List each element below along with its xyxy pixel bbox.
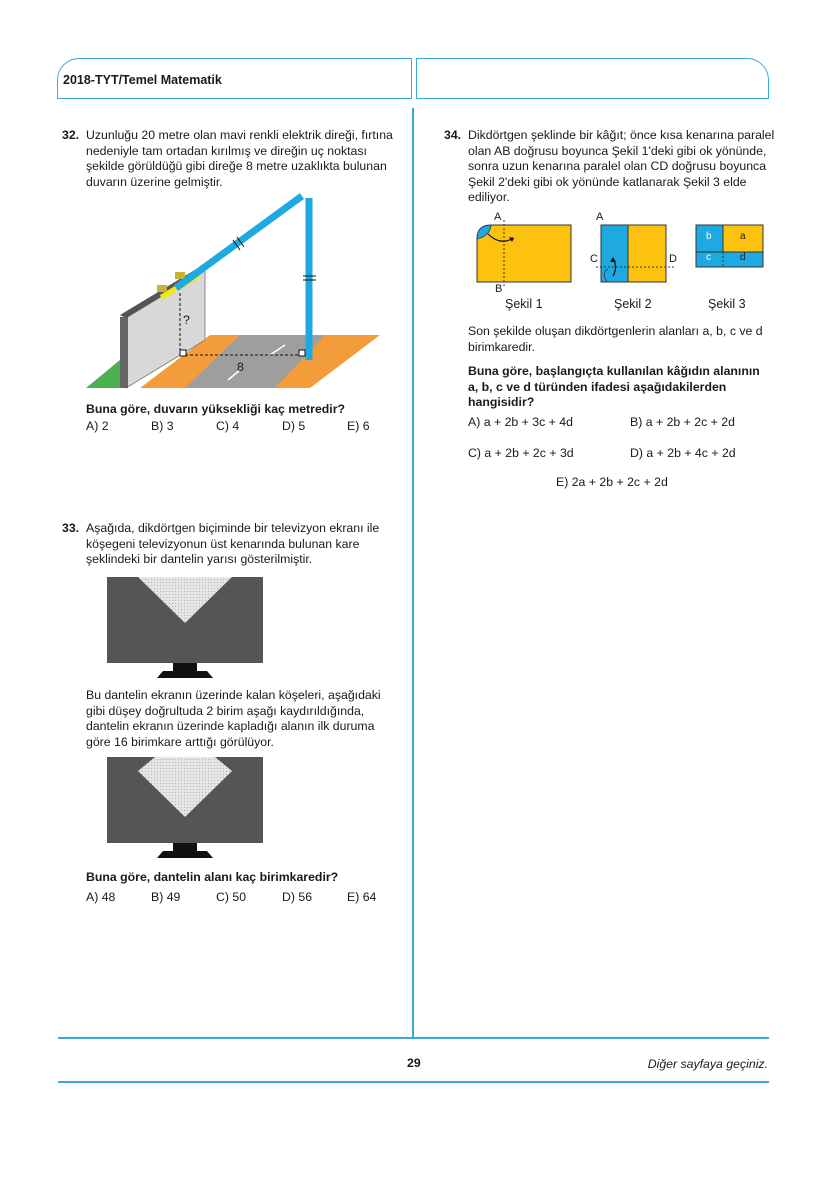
option-a[interactable]: A) 48 — [86, 890, 116, 904]
text-line: duvarın üzerine gelmiştir. — [86, 174, 223, 189]
option-e[interactable]: E) 64 — [347, 890, 377, 904]
page-number: 29 — [407, 1056, 421, 1070]
text-line: birimkaredir. — [468, 339, 535, 354]
figure-label-3: Şekil 3 — [708, 297, 746, 311]
region-b: b — [706, 231, 712, 242]
text-line: Son şekilde oluşan dikdörtgenlerin alanları a, b, c ve d — [468, 324, 763, 338]
q34-question — [468, 364, 760, 411]
text-line: a, b, c ve d türünden ifadesi aşağıdakilerden — [468, 379, 727, 394]
unknown-height-label: ? — [183, 313, 190, 327]
option-b[interactable]: B) 3 — [151, 419, 174, 433]
region-d: d — [740, 252, 746, 263]
question-number: 33. — [62, 521, 80, 535]
option-a[interactable]: A) 2 — [86, 419, 109, 433]
text-line: sonra uzun kenarına paralel olan CD doğrusu boyunca — [468, 159, 767, 174]
next-page-note: Diğer sayfaya geçiniz. — [647, 1057, 768, 1071]
option-c[interactable]: C) 50 — [216, 890, 247, 904]
text-line: Buna göre, başlangıçta kullanılan kâğıdın alanının — [468, 364, 760, 378]
q34-text-2 — [468, 324, 763, 355]
point-a-label-2: A — [596, 211, 604, 223]
text-line: Şekil 2'deki gibi ok yönünde katlanarak Şekil 3 elde — [468, 174, 747, 189]
text-line: dantelin ekranın üzerinde kapladığı alanın ilk duruma — [86, 719, 375, 734]
text-line: Aşağıda, dikdörtgen biçiminde bir televizyon ekranı ile — [86, 521, 380, 535]
text-line: ediliyor. — [468, 190, 510, 205]
point-b-label: B — [495, 283, 503, 295]
q32-question: Buna göre, duvarın yüksekliği kaç metredir? — [86, 402, 346, 416]
option-b[interactable]: B) 49 — [151, 890, 181, 904]
option-c[interactable]: C) 4 — [216, 419, 240, 433]
tv-figure-shifted — [105, 755, 267, 860]
figure-label-1: Şekil 1 — [505, 297, 543, 311]
text-line: Uzunluğu 20 metre olan mavi renkli elektrik direği, fırtına — [86, 128, 393, 142]
text-line: göre 16 birimkare arttığı görülüyor. — [86, 734, 274, 749]
text-line: şeklindeki bir dantelin yarısı gösterilmiştir. — [86, 552, 313, 567]
tv-figure-initial — [105, 575, 267, 680]
point-c-label: C — [590, 253, 598, 265]
option-d[interactable]: D) 5 — [282, 419, 306, 433]
q32-text — [86, 128, 393, 190]
header-right-box — [416, 58, 769, 99]
option-d[interactable]: D) 56 — [282, 890, 313, 904]
option-b[interactable]: B) a + 2b + 2c + 2d — [630, 415, 735, 429]
option-c[interactable]: C) a + 2b + 2c + 3d — [468, 446, 574, 460]
region-a: a — [740, 231, 746, 242]
point-d-label: D — [669, 253, 677, 265]
option-a[interactable]: A) a + 2b + 3c + 4d — [468, 415, 573, 429]
q34-figures — [470, 220, 770, 290]
figure-label-2: Şekil 2 — [614, 297, 652, 311]
region-c: c — [706, 252, 711, 263]
q33-text-2 — [86, 688, 381, 750]
option-e[interactable]: E) 6 — [347, 419, 370, 433]
text-line: Dikdörtgen şeklinde bir kâğıt; önce kısa kenarına paralel — [468, 128, 775, 142]
q33-text — [86, 521, 379, 568]
q34-text — [468, 128, 774, 206]
option-e[interactable]: E) 2a + 2b + 2c + 2d — [556, 475, 668, 489]
header-title: 2018-TYT/Temel Matematik — [63, 73, 222, 87]
footer-bottom-rule — [58, 1081, 769, 1083]
distance-label: 8 — [237, 360, 244, 374]
text-line: hangisidir? — [468, 395, 535, 410]
footer-top-rule — [58, 1037, 769, 1039]
question-number: 34. — [444, 128, 462, 142]
text-line: olan AB doğrusu boyunca Şekil 1'deki gibi ok yönünde, — [468, 143, 767, 158]
text-line: Bu dantelin ekranın üzerinde kalan köşeleri, aşağıdaki — [86, 688, 381, 702]
option-d[interactable]: D) a + 2b + 4c + 2d — [630, 446, 736, 460]
column-divider — [412, 108, 414, 1038]
text-line: gibi düşey doğrultuda 2 birim aşağı kaydırıldığında, — [86, 703, 365, 718]
text-line: köşegeni televizyonun üst kenarında bulunan kare — [86, 536, 360, 551]
text-line: şekilde görüldüğü gibi direğe 8 metre uzaklıkta bulunan — [86, 159, 387, 174]
question-number: 32. — [62, 128, 80, 142]
point-a-label: A — [494, 211, 502, 223]
q33-question: Buna göre, dantelin alanı kaç birimkaredir? — [86, 870, 339, 884]
text-line: nedeniyle tam ortadan kırılmış ve direğin uç noktası — [86, 143, 367, 158]
